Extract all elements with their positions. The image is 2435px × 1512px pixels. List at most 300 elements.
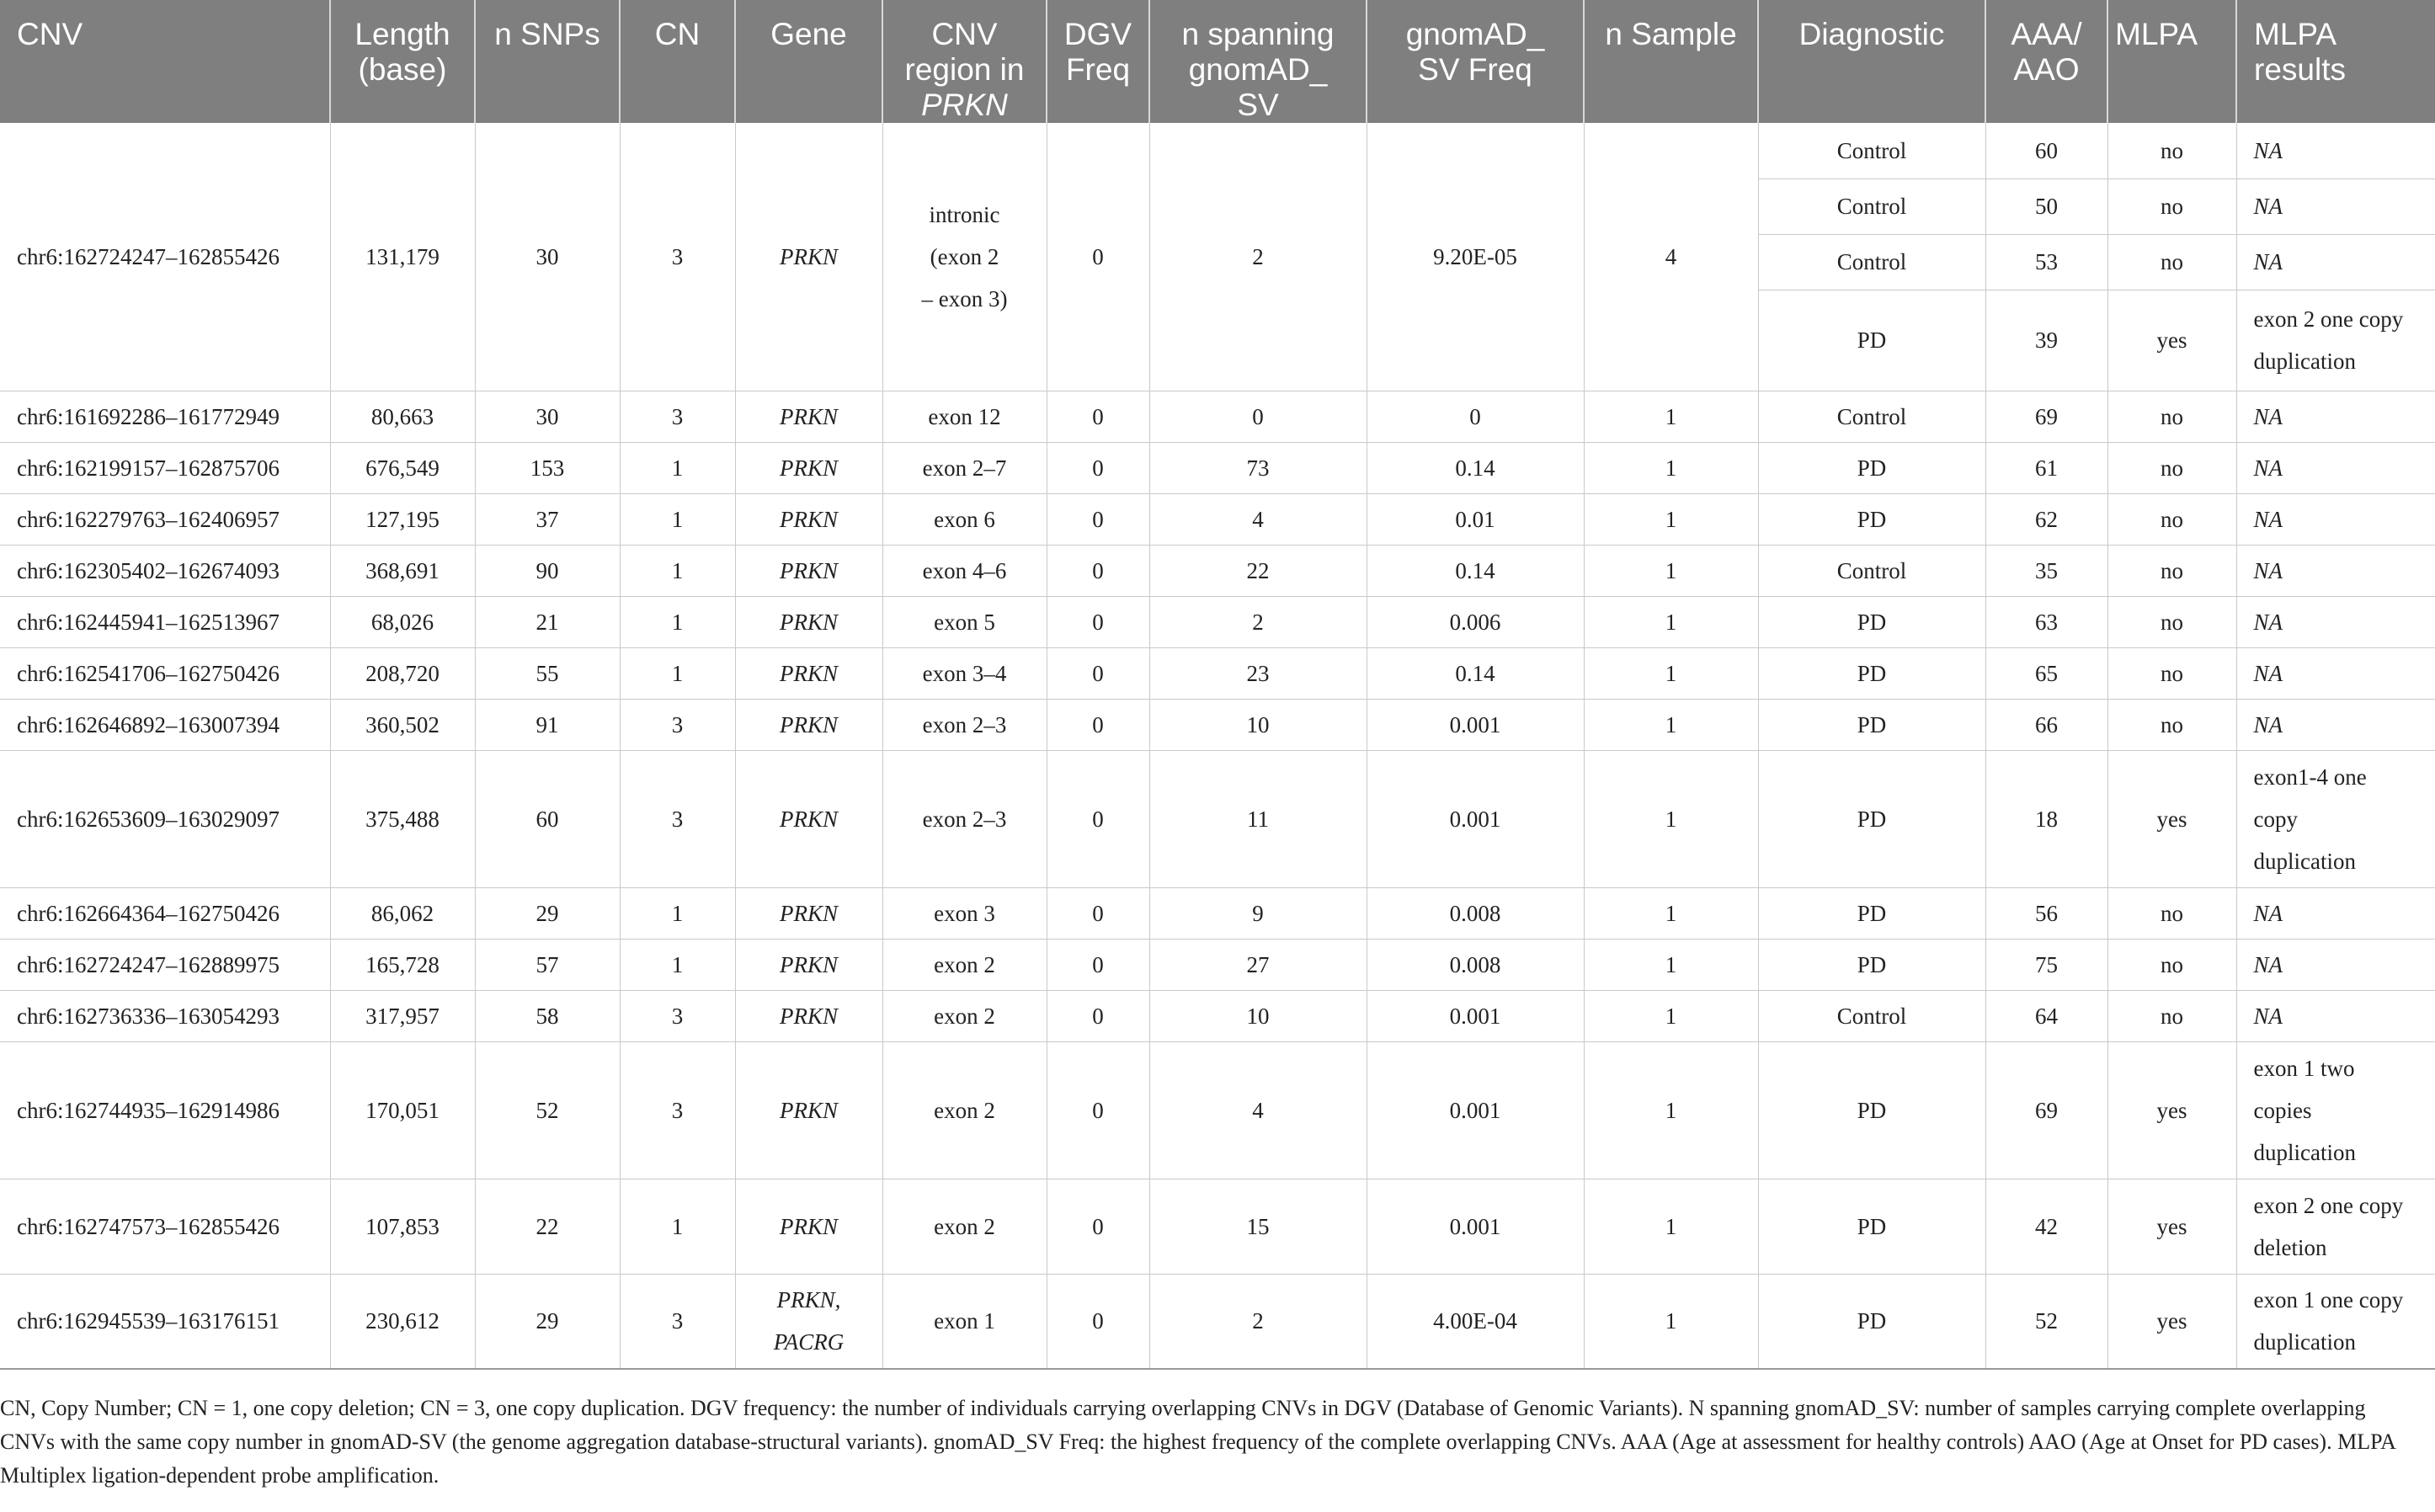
region-cell: exon 3 [882,887,1047,939]
cn-cell: 1 [620,545,735,596]
cn-cell: 3 [620,123,735,391]
n-sample-cell: 1 [1584,939,1758,990]
table-row [0,596,2435,647]
region-line: intronic [929,201,1000,227]
spanning-cell: 2 [1149,1274,1367,1369]
cnv-cell: chr6:162199157–162875706 [0,442,330,493]
n-sample-cell: 1 [1584,887,1758,939]
length-cell: 80,663 [330,391,475,442]
age-cell: 64 [1985,990,2107,1041]
table-row [0,990,2435,1041]
mlpa-cell: no [2107,647,2236,699]
gene-cell [735,493,882,545]
spanning-cell: 15 [1149,1179,1367,1274]
n-sample-cell: 1 [1584,750,1758,887]
cnv-cell: chr6:162653609–163029097 [0,750,330,887]
gene-cell [735,545,882,596]
column-header [1758,0,1985,123]
table-row [0,442,2435,493]
cnv-cell: chr6:161692286–161772949 [0,391,330,442]
dgv-cell: 0 [1047,596,1149,647]
mlpa-result-cell [2236,391,2435,442]
dgv-cell: 0 [1047,442,1149,493]
region-cell [882,123,1047,391]
length-cell: 317,957 [330,990,475,1041]
spanning-cell: 9 [1149,887,1367,939]
mlpa-result-line: duplication [2253,1139,2356,1165]
gnomad-freq-cell: 0.008 [1367,887,1584,939]
mlpa-result-line: NA [2253,609,2283,635]
n-sample-cell: 1 [1584,1179,1758,1274]
gene-line: PRKN [779,557,838,583]
diagnostic-cell: PD [1758,887,1985,939]
column-header-line: Gene [770,17,847,51]
cn-cell: 3 [620,1274,735,1369]
table-row [0,123,2435,178]
spanning-cell: 0 [1149,391,1367,442]
gene-line: PRKN [779,660,838,686]
age-cell: 75 [1985,939,2107,990]
mlpa-cell: yes [2107,1179,2236,1274]
diagnostic-cell: Control [1758,178,1985,234]
n-sample-cell: 1 [1584,1274,1758,1369]
column-header [735,0,882,123]
length-cell: 107,853 [330,1179,475,1274]
column-header-line: n Sample [1605,17,1737,51]
mlpa-cell: yes [2107,1041,2236,1179]
diagnostic-cell: Control [1758,391,1985,442]
age-cell: 53 [1985,234,2107,290]
dgv-cell: 0 [1047,1274,1149,1369]
gnomad-freq-cell: 9.20E-05 [1367,123,1584,391]
n-sample-cell: 1 [1584,990,1758,1041]
cn-cell: 3 [620,699,735,750]
mlpa-result-line: exon 2 one copy [2253,306,2404,332]
table-row [0,1041,2435,1179]
column-header-line: n SNPs [494,17,600,51]
diagnostic-cell: PD [1758,1179,1985,1274]
age-cell: 69 [1985,1041,2107,1179]
table-footnote: CN, Copy Number; CN = 1, one copy deletion; CN = 3, one copy duplication. DGV frequency: the number of individuals carrying overlapping CNVs in DGV (Database of Genomic Variants). N spanning gnomAD_SV: number of samples carrying complete overlapping CNVs with the same copy number in gnomAD-SV (the genome aggregation database-structural variants). gnomAD_SV Freq: the highest frequency of the complete overlapping CNVs. AAA (Age at assessment for healthy controls) AAO (Age at Onset for PD cases). MLPA Multiplex ligation-dependent probe amplification. [0,1396,2395,1488]
mlpa-result-cell [2236,178,2435,234]
table-row [0,887,2435,939]
snps-cell: 57 [475,939,620,990]
cn-cell: 3 [620,990,735,1041]
gene-line: PRKN [779,403,838,429]
table-row [0,1179,2435,1274]
gene-line: PRKN [779,455,838,481]
gene-cell [735,1179,882,1274]
cnv-cell: chr6:162279763–162406957 [0,493,330,545]
mlpa-cell: no [2107,442,2236,493]
age-cell: 62 [1985,493,2107,545]
n-sample-cell: 1 [1584,545,1758,596]
mlpa-cell: no [2107,596,2236,647]
gene-cell [735,442,882,493]
snps-cell: 58 [475,990,620,1041]
age-cell: 56 [1985,887,2107,939]
snps-cell: 153 [475,442,620,493]
region-cell: exon 4–6 [882,545,1047,596]
mlpa-result-cell [2236,234,2435,290]
mlpa-result-line: copy [2253,806,2298,832]
gnomad-freq-cell: 0.14 [1367,545,1584,596]
length-cell: 170,051 [330,1041,475,1179]
column-header-line: Length [354,17,450,51]
mlpa-result-line: NA [2253,403,2283,429]
cn-cell: 1 [620,887,735,939]
cn-cell: 3 [620,1041,735,1179]
diagnostic-cell: PD [1758,1274,1985,1369]
dgv-cell: 0 [1047,939,1149,990]
column-header [1149,0,1367,123]
cnv-cell: chr6:162744935–162914986 [0,1041,330,1179]
age-cell: 61 [1985,442,2107,493]
gene-cell [735,699,882,750]
column-header-line: region in [904,52,1025,87]
column-header-line: CNV [17,17,83,51]
spanning-cell: 2 [1149,596,1367,647]
gnomad-freq-cell: 0.001 [1367,1179,1584,1274]
mlpa-result-cell [2236,1041,2435,1179]
gene-line: PRKN [779,711,838,737]
length-cell: 360,502 [330,699,475,750]
column-header [1985,0,2107,123]
mlpa-result-cell [2236,750,2435,887]
n-sample-cell: 1 [1584,391,1758,442]
age-cell: 35 [1985,545,2107,596]
gene-line: PRKN [779,951,838,977]
snps-cell: 29 [475,1274,620,1369]
mlpa-result-cell [2236,699,2435,750]
gene-line: PRKN [779,609,838,635]
mlpa-cell: no [2107,545,2236,596]
snps-cell: 22 [475,1179,620,1274]
table-row [0,545,2435,596]
gene-line: PACRG [773,1329,845,1355]
mlpa-result-line: NA [2253,660,2283,686]
mlpa-result-line: NA [2253,557,2283,583]
mlpa-result-cell [2236,1274,2435,1369]
cnv-cell: chr6:162945539–163176151 [0,1274,330,1369]
column-header-line: n spanning [1181,17,1335,51]
snps-cell: 37 [475,493,620,545]
age-cell: 42 [1985,1179,2107,1274]
diagnostic-cell: PD [1758,750,1985,887]
length-cell: 131,179 [330,123,475,391]
column-header-line: MLPA [2115,17,2198,51]
cn-cell: 1 [620,939,735,990]
cnv-cell: chr6:162736336–163054293 [0,990,330,1041]
spanning-cell: 22 [1149,545,1367,596]
gnomad-freq-cell: 0.001 [1367,990,1584,1041]
mlpa-result-line: exon 1 two [2253,1055,2355,1081]
cnv-cell: chr6:162445941–162513967 [0,596,330,647]
mlpa-result-line: NA [2253,455,2283,481]
cnv-cell: chr6:162724247–162855426 [0,123,330,391]
diagnostic-cell: PD [1758,699,1985,750]
length-cell: 86,062 [330,887,475,939]
region-cell: exon 12 [882,391,1047,442]
n-sample-cell: 1 [1584,647,1758,699]
gene-cell [735,391,882,442]
diagnostic-cell: PD [1758,939,1985,990]
gnomad-freq-cell: 0.001 [1367,1041,1584,1179]
age-cell: 66 [1985,699,2107,750]
column-header [1584,0,1758,123]
diagnostic-cell: PD [1758,596,1985,647]
column-header [475,0,620,123]
gnomad-freq-cell: 0.008 [1367,939,1584,990]
age-cell: 60 [1985,123,2107,178]
diagnostic-cell: Control [1758,123,1985,178]
region-cell: exon 1 [882,1274,1047,1369]
cn-cell: 1 [620,442,735,493]
diagnostic-cell: PD [1758,493,1985,545]
table-header-row [0,0,2435,123]
region-cell: exon 5 [882,596,1047,647]
column-header [1047,0,1149,123]
mlpa-cell: no [2107,990,2236,1041]
gene-line: PRKN [779,806,838,832]
gene-cell [735,596,882,647]
gene-line: PRKN [779,1213,838,1239]
mlpa-cell: yes [2107,750,2236,887]
mlpa-result-line: NA [2253,1003,2283,1029]
column-header-line: Diagnostic [1798,17,1945,51]
table-row [0,699,2435,750]
cnv-cell: chr6:162541706–162750426 [0,647,330,699]
dgv-cell: 0 [1047,391,1149,442]
spanning-cell: 10 [1149,699,1367,750]
spanning-cell: 4 [1149,493,1367,545]
diagnostic-cell: Control [1758,234,1985,290]
region-line: – exon 3) [921,285,1008,311]
age-cell: 65 [1985,647,2107,699]
snps-cell: 21 [475,596,620,647]
mlpa-cell: no [2107,391,2236,442]
spanning-cell: 11 [1149,750,1367,887]
dgv-cell: 0 [1047,990,1149,1041]
spanning-cell: 10 [1149,990,1367,1041]
dgv-cell: 0 [1047,647,1149,699]
column-header-line: CN [654,17,701,51]
dgv-cell: 0 [1047,545,1149,596]
mlpa-result-line: NA [2253,711,2283,737]
n-sample-cell: 1 [1584,596,1758,647]
gnomad-freq-cell: 0.001 [1367,699,1584,750]
mlpa-result-cell [2236,990,2435,1041]
length-cell: 368,691 [330,545,475,596]
column-header [2107,0,2236,123]
region-cell: exon 2 [882,990,1047,1041]
column-header [1367,0,1584,123]
spanning-cell: 2 [1149,123,1367,391]
table-row [0,391,2435,442]
mlpa-cell: no [2107,234,2236,290]
column-header [882,0,1047,123]
spanning-cell: 23 [1149,647,1367,699]
age-cell: 52 [1985,1274,2107,1369]
cnv-cell: chr6:162747573–162855426 [0,1179,330,1274]
mlpa-cell: no [2107,699,2236,750]
cn-cell: 3 [620,750,735,887]
mlpa-result-line: exon1-4 one [2253,764,2367,790]
n-sample-cell: 1 [1584,493,1758,545]
gnomad-freq-cell: 0.14 [1367,647,1584,699]
snps-cell: 55 [475,647,620,699]
dgv-cell: 0 [1047,1041,1149,1179]
gene-cell [735,750,882,887]
cn-cell: 1 [620,596,735,647]
dgv-cell: 0 [1047,493,1149,545]
table-body [0,123,2435,1369]
gene-line: PRKN [779,900,838,926]
age-cell: 69 [1985,391,2107,442]
mlpa-cell: no [2107,123,2236,178]
region-cell: exon 3–4 [882,647,1047,699]
column-header-line: Freq [1065,52,1131,87]
spanning-cell: 73 [1149,442,1367,493]
gene-line: PRKN [779,506,838,532]
cnv-cell: chr6:162724247–162889975 [0,939,330,990]
mlpa-result-cell [2236,1179,2435,1274]
mlpa-result-cell [2236,647,2435,699]
length-cell: 165,728 [330,939,475,990]
column-header-line: gnomAD_ [1405,17,1545,51]
length-cell: 68,026 [330,596,475,647]
cn-cell: 1 [620,493,735,545]
dgv-cell: 0 [1047,123,1149,391]
column-header-line: results [2254,52,2346,87]
diagnostic-cell: Control [1758,990,1985,1041]
mlpa-result-cell [2236,123,2435,178]
mlpa-result-cell [2236,939,2435,990]
gnomad-freq-cell: 0 [1367,391,1584,442]
table-row [0,647,2435,699]
table-row [0,1274,2435,1369]
n-sample-cell: 1 [1584,442,1758,493]
mlpa-cell: yes [2107,290,2236,391]
mlpa-result-cell [2236,596,2435,647]
mlpa-result-line: duplication [2253,1329,2356,1355]
n-sample-cell: 1 [1584,1041,1758,1179]
snps-cell: 91 [475,699,620,750]
cnv-cell: chr6:162305402–162674093 [0,545,330,596]
column-header [0,0,330,123]
column-header-line: (base) [358,52,447,87]
n-sample-cell: 4 [1584,123,1758,391]
gene-cell [735,939,882,990]
gene-line: PRKN [779,1097,838,1123]
column-header-line: CNV [931,17,998,51]
column-header-line: AAA/ [2011,17,2082,51]
table-row [0,493,2435,545]
length-cell: 230,612 [330,1274,475,1369]
column-header [2236,0,2435,123]
gene-cell [735,647,882,699]
gnomad-freq-cell: 0.01 [1367,493,1584,545]
column-header-line: SV Freq [1418,52,1532,87]
mlpa-cell: no [2107,887,2236,939]
mlpa-result-line: NA [2253,249,2283,274]
column-header-line: MLPA [2254,17,2337,51]
diagnostic-cell: PD [1758,647,1985,699]
diagnostic-cell: PD [1758,290,1985,391]
region-cell: exon 6 [882,493,1047,545]
mlpa-result-cell [2236,545,2435,596]
gene-line: PRKN [779,1003,838,1029]
gene-cell: PRKN [735,123,882,391]
snps-cell: 29 [475,887,620,939]
dgv-cell: 0 [1047,1179,1149,1274]
gnomad-freq-cell: 0.001 [1367,750,1584,887]
mlpa-result-cell [2236,290,2435,391]
region-cell: exon 2–7 [882,442,1047,493]
dgv-cell: 0 [1047,887,1149,939]
age-cell: 39 [1985,290,2107,391]
mlpa-result-line: NA [2253,900,2283,926]
snps-cell: 30 [475,391,620,442]
mlpa-cell: no [2107,939,2236,990]
column-header [620,0,735,123]
gnomad-freq-cell: 4.00E-04 [1367,1274,1584,1369]
column-header-line: DGV [1063,17,1132,51]
mlpa-result-line: duplication [2253,349,2356,374]
mlpa-result-cell [2236,493,2435,545]
region-cell: exon 2–3 [882,750,1047,887]
cn-cell: 1 [620,1179,735,1274]
gene-cell [735,887,882,939]
diagnostic-cell: Control [1758,545,1985,596]
age-cell: 63 [1985,596,2107,647]
mlpa-result-line: deletion [2253,1234,2327,1260]
diagnostic-cell: PD [1758,1041,1985,1179]
snps-cell: 90 [475,545,620,596]
gene-cell [735,1274,882,1369]
column-header-line: AAO [2013,52,2080,87]
cn-cell: 1 [620,647,735,699]
region-cell: exon 2 [882,939,1047,990]
region-line: (exon 2 [930,243,999,269]
region-cell: exon 2–3 [882,699,1047,750]
region-cell: exon 2 [882,1041,1047,1179]
n-sample-cell: 1 [1584,699,1758,750]
gene-cell [735,1041,882,1179]
mlpa-cell: no [2107,178,2236,234]
spanning-cell: 4 [1149,1041,1367,1179]
length-cell: 127,195 [330,493,475,545]
mlpa-result-line: exon 2 one copy [2253,1192,2404,1218]
age-cell: 18 [1985,750,2107,887]
region-cell: exon 2 [882,1179,1047,1274]
mlpa-result-cell [2236,442,2435,493]
mlpa-result-cell [2236,887,2435,939]
age-cell: 50 [1985,178,2107,234]
mlpa-result-line: NA [2253,506,2283,532]
snps-cell: 52 [475,1041,620,1179]
cnv-cell: chr6:162646892–163007394 [0,699,330,750]
mlpa-result-line: NA [2253,194,2283,219]
gene-cell [735,990,882,1041]
column-header-line: gnomAD_ [1188,52,1328,87]
mlpa-result-line: duplication [2253,848,2356,874]
snps-cell: 60 [475,750,620,887]
column-header-line: PRKN [921,88,1008,122]
table-row [0,750,2435,887]
mlpa-result-line: exon 1 one copy [2253,1287,2404,1313]
diagnostic-cell: PD [1758,442,1985,493]
